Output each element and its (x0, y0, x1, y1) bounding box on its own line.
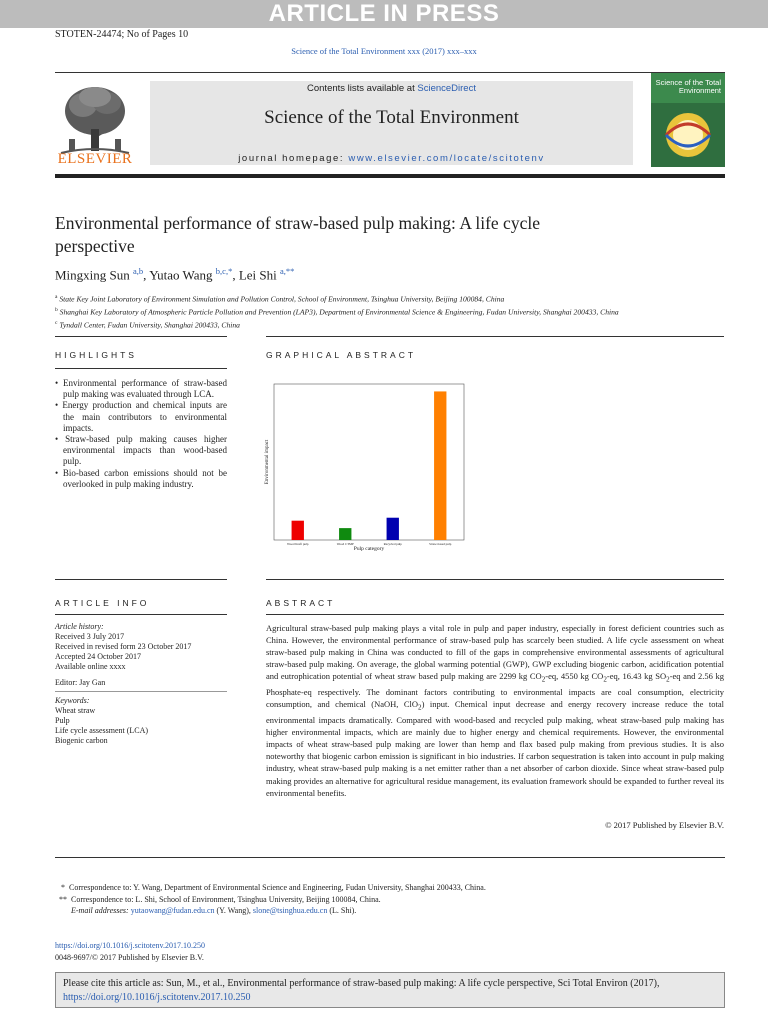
contents-line (150, 83, 633, 94)
citation-text: Please cite this article as: Sun, M., et al., Environmental performance of straw-based pulp making: A life cycle perspective, Sci Total Environ (2017), (63, 978, 660, 989)
email-label: E-mail addresses: (71, 906, 129, 915)
author-name: Yutao Wang (149, 267, 213, 283)
email-link-shi[interactable]: slone@tsinghua.edu.cn (252, 906, 328, 915)
journal-reference[interactable]: Science of the Total Environment xxx (2017) xxx–xxx (291, 46, 477, 56)
affiliation-text: Tyndall Center, Fudan University, Shanghai 200433, China (59, 320, 240, 330)
author-affil-marker[interactable]: a,b (133, 266, 144, 276)
footnote-text: Correspondence to: L. Shi, School of Environment, Tsinghua University, Beijing 100084, China. (71, 894, 381, 904)
chart-bar-1 (339, 528, 351, 540)
abstract-heading: ABSTRACT (266, 598, 336, 608)
author-list (55, 266, 294, 283)
chart-x-tick-label: Straw-based pulp (429, 542, 452, 546)
affiliation-mark: c (55, 320, 58, 327)
highlight-item: • Environmental performance of straw-based pulp making was evaluated through LCA. (55, 378, 227, 400)
chart-y-axis-label: Environmental impact (265, 439, 270, 485)
homepage-prefix: journal homepage: (238, 153, 349, 164)
doi-block (55, 940, 205, 963)
footnotes (55, 882, 486, 917)
subscript: 2 (603, 676, 607, 685)
citation-doi-link[interactable]: https://doi.org/10.1016/j.scitotenv.2017.10.250 (63, 992, 251, 1003)
divider (55, 368, 227, 369)
author-name: Lei Shi (238, 267, 277, 283)
email-owner: (L. Shi). (327, 906, 357, 915)
affiliation-line (55, 292, 619, 305)
footnote (55, 882, 486, 894)
graphical-abstract-heading: GRAPHICAL ABSTRACT (266, 350, 417, 360)
citation-box (55, 972, 725, 1008)
affiliation-line (55, 305, 619, 318)
keyword: Wheat straw (55, 706, 96, 715)
keyword: Life cycle assessment (LCA) (55, 726, 149, 735)
contents-prefix: Contents lists available at (307, 83, 418, 94)
journal-homepage-line (150, 153, 633, 164)
affiliation-mark: a (55, 294, 58, 300)
elsevier-wordmark: ELSEVIER (57, 151, 133, 167)
accepted-date: Accepted 24 October 2017 (55, 652, 141, 661)
article-info (55, 622, 227, 746)
highlight-item: • Bio-based carbon emissions should not be overlooked in pulp making industry. (55, 468, 227, 490)
graphical-abstract-chart[interactable] (258, 380, 478, 558)
article-info-heading: ARTICLE INFO (55, 598, 150, 608)
footnote-mark: * (61, 883, 65, 892)
journal-cover-image[interactable] (651, 73, 725, 167)
journal-header-box (150, 81, 633, 165)
divider (266, 614, 724, 615)
keyword: Biogenic carbon (55, 736, 108, 745)
email-owner: (Y. Wang), (214, 906, 253, 915)
author-name: Mingxing Sun (55, 267, 130, 283)
affiliation-text: State Key Joint Laboratory of Environment Simulation and Pollution Control, School of Environment, Tsinghua University, Beijing 100084, China (59, 294, 505, 304)
divider (266, 336, 724, 337)
footnote-emails (55, 905, 486, 917)
author-affil-marker[interactable]: a,** (280, 266, 295, 276)
keyword: Pulp (55, 716, 70, 725)
chart-bar-0 (292, 521, 304, 540)
subscript: 2 (541, 676, 546, 685)
chart-x-tick-label: Recycled pulp (383, 542, 402, 546)
journal-homepage-link[interactable]: www.elsevier.com/locate/scitotenv (348, 153, 545, 164)
footnote-text: Correspondence to: Y. Wang, Department of Environmental Science and Engineering, Fudan University, Shanghai 200433, China. (69, 883, 486, 892)
highlights-list (55, 378, 227, 490)
author-separator: , (143, 267, 150, 283)
divider (55, 336, 227, 337)
history-label: Article history: (55, 622, 104, 631)
paper-title: Environmental performance of straw-based pulp making: A life cycle perspective (55, 213, 540, 256)
chart-bar-2 (387, 518, 399, 540)
divider (55, 579, 227, 580)
article-in-press-banner (0, 0, 768, 28)
abstract-part: -eq and 2.56 kg Phosphate-eq respectively. The dominant factors contributing to environmental impacts are coal consumption, electricity consumption, and chemical (NaOH, ClO (266, 671, 724, 710)
highlights-heading: HIGHLIGHTS (55, 350, 137, 360)
footnote-mark: ** (59, 894, 67, 904)
keywords-label: Keywords: (55, 696, 90, 705)
abstract-copyright: © 2017 Published by Elsevier B.V. (605, 820, 724, 830)
article-code: STOTEN-24474; No of Pages 10 (55, 29, 189, 40)
author-affil-marker[interactable]: b,c,* (215, 266, 233, 276)
affiliation-mark: b (55, 307, 58, 314)
sciencedirect-link[interactable]: ScienceDirect (417, 83, 476, 94)
subscript: 2 (666, 676, 670, 685)
doi-link[interactable]: https://doi.org/10.1016/j.scitotenv.2017.10.250 (55, 941, 205, 950)
online-date: Available online xxxx (55, 662, 126, 671)
footnote (55, 894, 486, 906)
divider (55, 614, 227, 615)
abstract-part: -eq, 4550 kg CO (545, 671, 604, 682)
affiliations (55, 292, 619, 331)
highlight-item: • Straw-based pulp making causes higher environmental impacts than wood-based pulp. (55, 434, 227, 468)
cover-title: Science of the Total Environment (655, 78, 721, 95)
issn-line: 0048-9697/© 2017 Published by Elsevier B.V. (55, 952, 204, 962)
editor: Editor: Jay Gan (55, 678, 106, 687)
divider (55, 857, 725, 858)
affiliation-text: Shanghai Key Laboratory of Atmospheric Particle Pollution and Prevention (LAP3), Department of Environmental Science & Engineering, Fudan University, Shanghai 200433, China (59, 307, 619, 317)
email-link-wang[interactable]: yutaowang@fudan.edu.cn (130, 906, 215, 915)
abstract-part: -eq, 16.43 kg SO (606, 671, 667, 682)
chart-x-tick-label: Wood Kraft pulp (286, 542, 309, 546)
masthead (55, 72, 725, 178)
highlight-item: • Energy production and chemical inputs are the main contributors to environmental impacts. (55, 400, 227, 434)
abstract-part: ) input. Chemical input decrease and energy recovery increase reduce the total environmental impacts dramatically. Compared with wood-based and recycled pulp making, wheat straw-based pulp making has higher environmental impacts, which are mainly due to higher energy and chemical requirements. However, the environmental impacts of wheat straw-based pulp making are lower than hemp and flax based pulp making from previous studies. It is also noteworthy that biogenic carbon emission is significant in bio industries. If carbon sequestration is taken into account in pulp making industry, wheat straw-based pulp making is a net emitter rather than a net absorber of carbon dioxide. Since wheat straw-based pulp making provides an alternative for agricultural residue management, its evaluation framework should be expanded to further reveal its environmental benefits. (266, 699, 724, 798)
banner-title: ARTICLE IN PRESS (268, 0, 500, 27)
subscript: 2 (418, 703, 422, 712)
chart-bar-3 (434, 391, 446, 540)
abstract-text (266, 622, 724, 799)
revised-date: Received in revised form 23 October 2017 (55, 642, 192, 651)
affiliation-line (55, 318, 619, 331)
author-separator: , (232, 267, 239, 283)
divider (266, 579, 724, 580)
chart-x-axis-label: Pulp category (353, 546, 385, 552)
received-date: Received 3 July 2017 (55, 632, 125, 641)
journal-name: Science of the Total Environment (264, 107, 519, 128)
abstract-part: Agricultural straw-based pulp making plays a vital role in pulp and paper industry, especially in forest deficient countries such as China. However, the environmental performance of straw-based pulp has scarcely been studied. A life cycle assessment on wheat straw-based pulp making in China was conducted to fill of the gaps in comprehensive environmental assessments of agricultural straw-based pulp making. On average, the global warming potential (GWP), GWP excluding biogenic carbon, acidification potential and eutrophication potential of wheat straw based pulp making are 2299 kg CO (266, 623, 724, 682)
chart-x-tick-label: Wood CTMP (336, 542, 354, 546)
